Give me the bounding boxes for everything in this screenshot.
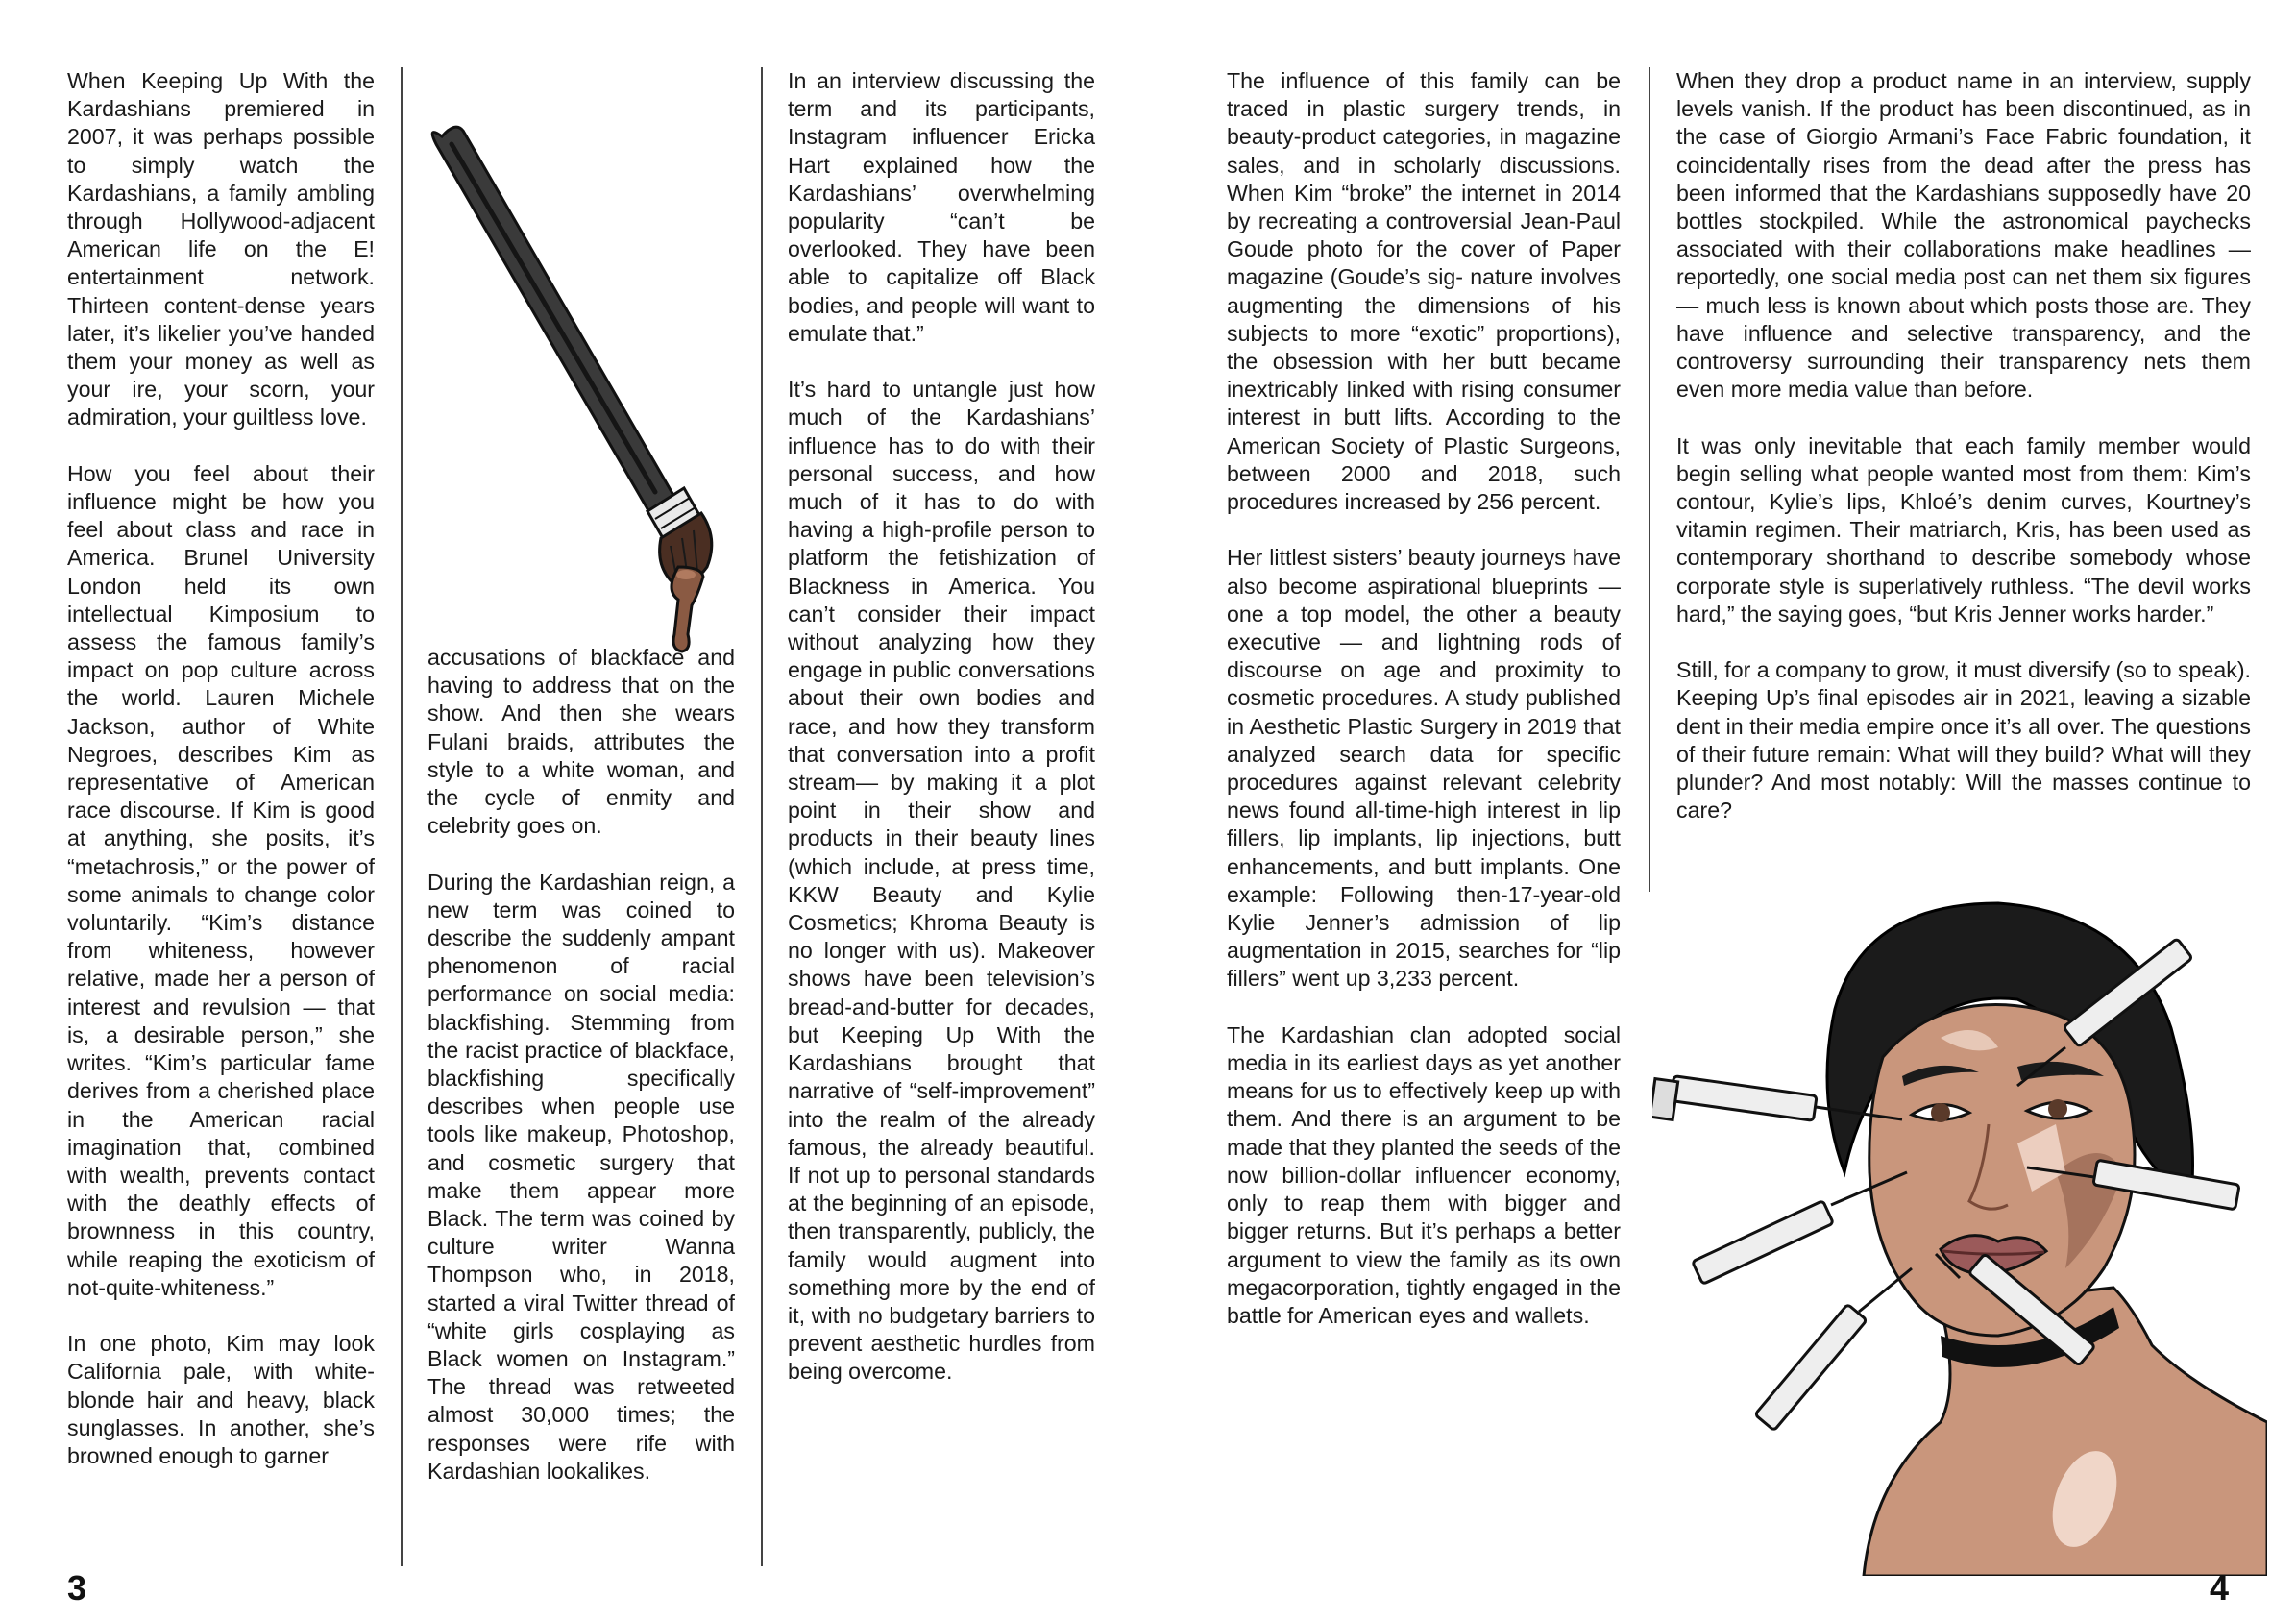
paragraph: During the Kardashian reign, a new term was coined to describe the suddenly ampant phenomenon of racial performance on social media: blackfishing. Stemming from the racist practice of blackface, blackfishing specifically describes when people use tools like makeup, Photoshop, and cosmetic surgery that make them appear more Black. The term was coined by culture writer Wanna Thompson who, in 2018, started a viral Twitter thread of “white girls cosplaying as Black women on Instagram.” The thread was retweeted almost 30,000 times; the responses were rife with Kardashian lookalikes. bbox=[427, 869, 735, 1484]
page-number-left: 3 bbox=[67, 1568, 87, 1608]
page-number-right: 4 bbox=[2210, 1568, 2230, 1608]
portrait-illustration bbox=[1652, 884, 2267, 1576]
paragraph: In one photo, Kim may look California pale, with white-blonde hair and heavy, black sunglasses. In another, she’s browned enough to garner bbox=[67, 1331, 375, 1468]
paragraph: It was only inevitable that each family member would begin selling what people wanted most from them: Kim’s contour, Kylie’s lips, Khloé’s denim curves, Kourtney’s vitamin regimen. Their matriarch, Kris, has been used as contemporary shorthand to describe somebody whose corporate style is superlatively ruthless. “The devil works hard,” the saying goes, “but Kris Jenner works harder.” bbox=[1676, 432, 2251, 627]
paragraph: When Keeping Up With the Kardashians premiered in 2007, it was perhaps possible to simply watch the Kardashians, a family ambling through Hollywood-adjacent American life on the E! entertainment network. Thirteen content-dense years later, it’s likelier you’ve handed them your money as well as your ire, your scorn, your admiration, your guiltless love. bbox=[67, 68, 375, 430]
text-column-2 bbox=[427, 644, 735, 1486]
column-divider bbox=[401, 67, 403, 1566]
text-column-4 bbox=[1227, 67, 1621, 1330]
paragraph: Still, for a company to grow, it must diversify (so to speak). Keeping Up’s final episodes air in 2021, leaving a sizable dent in their media empire once it’s all over. The questions of their future remain: What will they build? What will they plunder? And most notably: Will the masses continue to care? bbox=[1676, 657, 2251, 823]
woman-portrait-with-syringes-illustration bbox=[1652, 903, 2267, 1576]
paragraph: Her littlest sisters’ beauty journeys have also become aspirational blueprints — one a top model, the other a beauty executive — and lightning rods of discourse on age and proximity to cosmetic procedures. A study published in Aesthetic Plastic Surgery in 2019 that analyzed search data for specific procedures against relevant celebrity news found all-time-high interest in lip fillers, lip implants, lip injections, butt enhancements, and butt implants. One example: Following then-17-year-old Kylie Jenner’s admission of lip augmentation in 2015, searches for “lip fillers” went up 3,233 percent. bbox=[1227, 545, 1621, 992]
text-column-3 bbox=[788, 67, 1095, 1387]
paragraph: It’s hard to untangle just how much of the Kardashians’ influence has to do with their personal success, and how much of it has to do with having a high-profile person to platform the fetishization of Blackness in America. You can’t consider their impact without analyzing how they engage in public conversations about their own bodies and race, and how they transform that conversation into a profit stream— by making it a plot point in their show and products in their beauty lines (which include, at press time, KKW Beauty and Kylie Cosmetics; Khroma Beauty is no longer with us). Makeover shows have been television’s bread-and-butter for decades, but Keeping Up With the Kardashians brought that narrative of “self-improvement” into the realm of the already famous, the already beautiful. If not up to personal standards at the beginning of an episode, then transparently, publicly, the family would augment into something more by the end of it, with no budgetary barriers to prevent aesthetic hurdles from being overcome. bbox=[788, 377, 1095, 1385]
paragraph: When they drop a product name in an interview, supply levels vanish. If the product has been discontinued, as in the case of Giorgio Armani’s Face Fabric foundation, it coincidentally rises from the dead after the press has been informed that the Kardashians supposedly have 20 bottles stockpiled. While the astronomical paychecks associated with their collaborations make headlines — reportedly, one social media post can net them six figures — much less is known about which posts those are. They have influence and selective transparency, and the controversy surrounding their transparency nets them even more media value than before. bbox=[1676, 68, 2251, 403]
column-divider bbox=[761, 67, 763, 1566]
syringe-icon bbox=[1755, 1268, 1912, 1431]
text-column-1 bbox=[67, 67, 375, 1470]
paragraph: The influence of this family can be traced in plastic surgery trends, in beauty-product categories, in magazine sales, and in scholarly discussions. When Kim “broke” the internet in 2014 by recreating a controversial Jean-Paul Goude photo for the cover of Paper magazine (Goude’s sig- nature involves augmenting the dimensions of his subjects to more “exotic” proportions), the obsession with her butt became inextricably linked with rising consumer interest in butt lifts. According to the American Society of Plastic Surgeons, between 2000 and 2018, such procedures increased by 256 percent. bbox=[1227, 68, 1621, 515]
makeup-brush-illustration bbox=[413, 115, 759, 653]
makeup-brush-dripping-foundation-icon bbox=[432, 127, 712, 651]
paragraph: How you feel about their influence might be how you feel about class and race in America. Brunel University London held its own intellectual Kimposium to assess the famous family’s impact on pop culture across the world. Lauren Michele Jackson, author of White Negroes, describes Kim as representative of American race discourse. If Kim is good at anything, she posits, it’s “metachrosis,” or the power of some animals to change color voluntarily. “Kim’s distance from whiteness, however relative, made her a person of interest and revulsion — that is, a desirable person,” she writes. “Kim’s particular fame derives from a cherished place in the American racial imagination that, combined with wealth, prevents contact with the deathly effects of brownness in this country, while reaping the exoticism of not-quite-whiteness.” bbox=[67, 460, 375, 1300]
paragraph: The Kardashian clan adopted social media in its earliest days as yet another means for us to effectively keep up with them. And there is an argument to be made that they planted the seeds of the now billion-dollar influencer economy, only to reap them with bigger and bigger returns. But it’s perhaps a better argument to view the family as its own megacorporation, tightly engaged in the battle for American eyes and wallets. bbox=[1227, 1021, 1621, 1328]
paragraph: accusations of blackface and having to address that on the show. And then she wears Fulani braids, attributes the style to a white woman, and the cycle of enmity and celebrity goes on. bbox=[427, 645, 735, 839]
paragraph: In an interview discussing the term and its participants, Instagram influencer Ericka Hart explained how the Kardashians’ overwhelming popularity “can’t be overlooked. They have been able to capitalize off Black bodies, and people will want to emulate that.” bbox=[788, 68, 1095, 346]
column-divider bbox=[1649, 67, 1650, 892]
text-column-5 bbox=[1676, 67, 2251, 824]
